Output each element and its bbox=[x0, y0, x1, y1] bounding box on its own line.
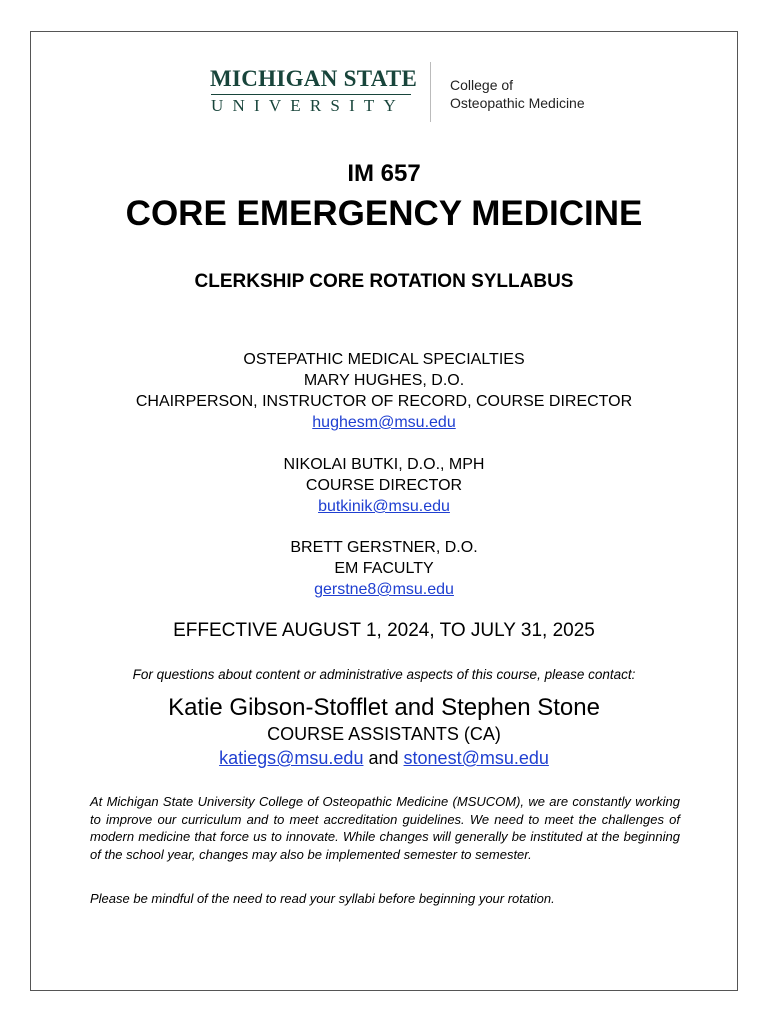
curriculum-notice-paragraph: At Michigan State University College of Osteopathic Medicine (MSUCOM), we are constantly working to improve our curriculum and to meet accreditation guidelines. We need to meet the challenges of modern medicine that force us to innovate. While changes will generally be instituted at the beginning of the school year, changes may also be implemented semester to semester. bbox=[90, 794, 680, 862]
faculty-1-name: MARY HUGHES, D.O. bbox=[303, 372, 465, 389]
ca-email-conjunction: and bbox=[368, 748, 399, 768]
faculty-block-1 bbox=[30, 349, 738, 433]
logo-divider bbox=[430, 62, 431, 122]
faculty-2-name: NIKOLAI BUTKI, D.O., MPH bbox=[283, 456, 485, 473]
logo-university-line1: MICHIGAN STATE bbox=[210, 66, 418, 91]
faculty-2-title: COURSE DIRECTOR bbox=[305, 477, 463, 494]
logo-college bbox=[450, 76, 585, 112]
ca-email-link-1[interactable]: katiegs@msu.edu bbox=[219, 748, 364, 768]
course-assistant-emails bbox=[30, 748, 738, 769]
course-code: IM 657 bbox=[347, 160, 421, 187]
contact-note: For questions about content or administrative aspects of this course, please contact: bbox=[132, 667, 636, 682]
msu-com-logo bbox=[210, 66, 610, 126]
faculty-block-2 bbox=[30, 454, 738, 517]
logo-college-line1: College of bbox=[450, 77, 514, 93]
faculty-block-3 bbox=[30, 537, 738, 600]
course-assistant-names: Katie Gibson-Stofflet and Stephen Stone bbox=[168, 694, 600, 721]
course-assistant-role: COURSE ASSISTANTS (CA) bbox=[267, 724, 501, 744]
logo-university-line2: UNIVERSITY bbox=[211, 96, 405, 115]
syllabus-reminder-paragraph: Please be mindful of the need to read your syllabi before beginning your rotation. bbox=[90, 891, 555, 906]
faculty-1-department: OSTEPATHIC MEDICAL SPECIALTIES bbox=[243, 351, 525, 368]
ca-email-link-2[interactable]: stonest@msu.edu bbox=[403, 748, 549, 768]
faculty-3-name: BRETT GERSTNER, D.O. bbox=[290, 539, 478, 556]
logo-rule bbox=[211, 94, 411, 95]
effective-dates: EFFECTIVE AUGUST 1, 2024, TO JULY 31, 2025 bbox=[173, 620, 595, 641]
course-title: CORE EMERGENCY MEDICINE bbox=[125, 194, 643, 233]
faculty-3-email-link[interactable]: gerstne8@msu.edu bbox=[314, 581, 454, 598]
faculty-3-title: EM FACULTY bbox=[334, 560, 434, 577]
logo-college-line2: Osteopathic Medicine bbox=[450, 95, 585, 111]
faculty-1-email-link[interactable]: hughesm@msu.edu bbox=[312, 414, 456, 431]
syllabus-subtitle: CLERKSHIP CORE ROTATION SYLLABUS bbox=[194, 271, 574, 292]
faculty-1-title: CHAIRPERSON, INSTRUCTOR OF RECORD, COURSE DIRECTOR bbox=[135, 393, 633, 410]
faculty-2-email-link[interactable]: butkinik@msu.edu bbox=[318, 498, 450, 515]
